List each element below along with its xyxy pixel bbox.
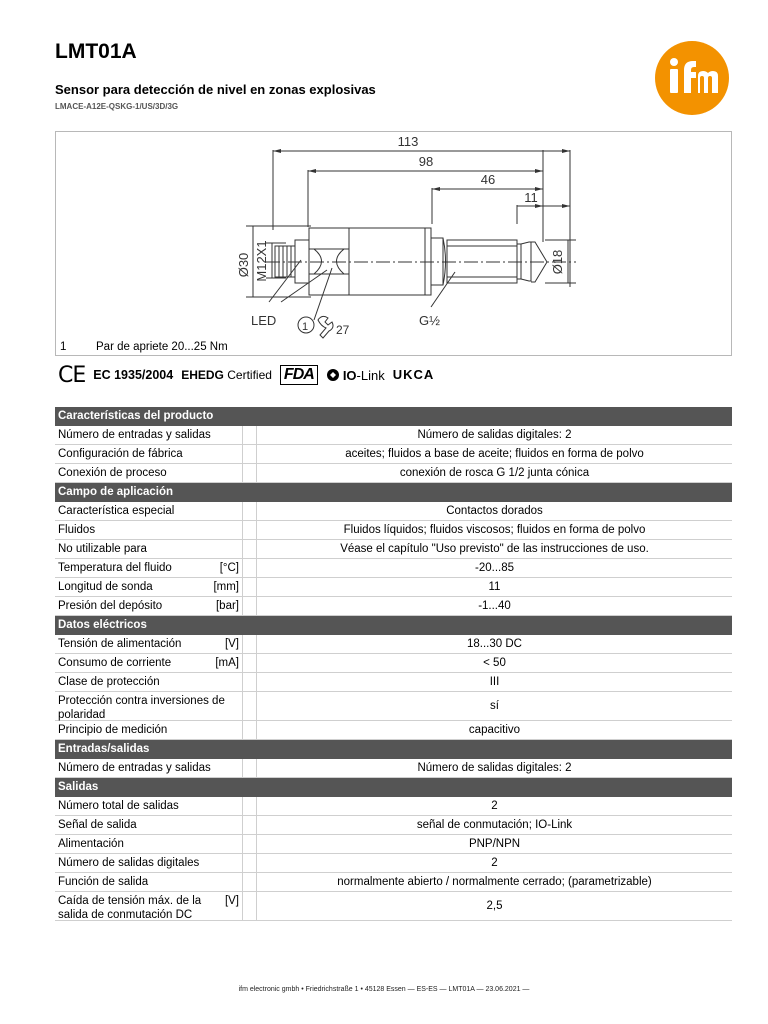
spec-label: Clase de protección (58, 676, 160, 688)
spec-unit (235, 875, 239, 889)
spec-unit: [V] (224, 638, 239, 650)
spec-value: 2 (256, 854, 732, 872)
label-callout: 1 (302, 321, 309, 333)
spec-unit (235, 447, 239, 461)
link-label: -Link (356, 367, 385, 383)
spec-label: Protección contra inversiones de polaridad (58, 695, 225, 721)
spec-spacer (243, 559, 256, 577)
dim-98: 98 (418, 154, 434, 169)
spec-spacer (243, 759, 256, 777)
dim-46: 46 (480, 172, 496, 187)
fda-mark: FDA (280, 365, 318, 385)
ehedg-certified: Certified (227, 368, 272, 382)
spec-label: Número de entradas y salidas (58, 762, 211, 774)
ifm-logo (654, 40, 730, 116)
spec-label: No utilizable para (58, 543, 147, 555)
spec-label: Presión del depósito (58, 600, 163, 612)
spec-unit: [bar] (215, 600, 239, 612)
spec-spacer (243, 597, 256, 615)
spec-row (55, 873, 732, 892)
spec-value: 2,5 (256, 892, 732, 920)
dim-m12: M12X1 (254, 240, 269, 282)
spec-row (55, 578, 732, 597)
spec-row (55, 597, 732, 616)
spec-row (55, 816, 732, 835)
spec-label-cell (55, 692, 243, 720)
spec-value: -1...40 (256, 597, 732, 615)
spec-row (55, 692, 732, 721)
dimension-drawing (55, 131, 732, 356)
spec-value: III (256, 673, 732, 691)
spec-value: < 50 (256, 654, 732, 672)
spec-row (55, 521, 732, 540)
spec-label-cell (55, 559, 243, 577)
spec-label: Número de salidas digitales (58, 857, 200, 869)
spec-label-cell (55, 540, 243, 558)
spec-label: Longitud de sonda (58, 581, 153, 593)
io-link-mark (326, 368, 385, 383)
spec-value: señal de conmutación; IO-Link (256, 816, 732, 834)
spec-spacer (243, 635, 256, 653)
spec-spacer (243, 540, 256, 558)
spec-label: Temperatura del fluido (58, 562, 172, 574)
spec-unit: [V] (224, 895, 239, 907)
io-link-icon (326, 368, 340, 382)
ukca-mark: UKCA (392, 367, 435, 382)
spec-unit (235, 723, 239, 737)
spec-unit: [°C] (219, 562, 239, 574)
spec-unit (235, 799, 239, 813)
spec-label-cell (55, 426, 243, 444)
spec-spacer (243, 692, 256, 720)
spec-row (55, 445, 732, 464)
spec-label: Caída de tensión máx. de la salida de conmutación DC (58, 895, 202, 921)
io-label: IO (342, 367, 357, 383)
dim-d30: Ø30 (236, 252, 251, 278)
spec-row (55, 540, 732, 559)
spec-label: Función de salida (58, 876, 149, 888)
spec-value: Véase el capítulo "Uso previsto" de las instrucciones de uso. (256, 540, 732, 558)
spec-unit (235, 856, 239, 870)
spec-unit (235, 837, 239, 851)
ec-1935-mark: EC 1935/2004 (93, 368, 174, 382)
spec-value: PNP/NPN (256, 835, 732, 853)
spec-label-cell (55, 816, 243, 834)
label-led: LED (251, 313, 277, 328)
spec-row (55, 721, 732, 740)
dim-113: 113 (397, 134, 419, 149)
spec-spacer (243, 892, 256, 920)
spec-unit: [mA] (215, 657, 239, 669)
spec-label-cell (55, 854, 243, 872)
spec-unit (235, 818, 239, 832)
product-title: LMT01A (55, 40, 137, 63)
spec-row (55, 654, 732, 673)
spec-value: Número de salidas digitales: 2 (256, 759, 732, 777)
spec-label-cell (55, 578, 243, 596)
spec-row (55, 635, 732, 654)
spec-unit (235, 466, 239, 480)
product-subtitle: Sensor para detección de nivel en zonas explosivas (55, 82, 376, 97)
ce-mark: CE (58, 362, 86, 388)
spec-row (55, 673, 732, 692)
spec-spacer (243, 654, 256, 672)
spec-spacer (243, 578, 256, 596)
spec-spacer (243, 797, 256, 815)
spec-label-cell (55, 873, 243, 891)
spec-unit (235, 694, 239, 718)
spec-spacer (243, 854, 256, 872)
page-footer (0, 986, 768, 993)
spec-row (55, 502, 732, 521)
spec-unit (235, 504, 239, 518)
spec-label-cell (55, 673, 243, 691)
section-header: Entradas/salidas (55, 740, 732, 759)
spec-value: -20...85 (256, 559, 732, 577)
spec-row (55, 464, 732, 483)
spec-label-cell (55, 835, 243, 853)
spec-label-cell (55, 597, 243, 615)
drawing-note (60, 341, 228, 353)
spec-label-cell (55, 521, 243, 539)
spec-value: capacitivo (256, 721, 732, 739)
spec-spacer (243, 464, 256, 482)
spec-row (55, 426, 732, 445)
spec-label-cell (55, 759, 243, 777)
spec-label: Alimentación (58, 838, 124, 850)
spec-row (55, 559, 732, 578)
spec-unit (235, 542, 239, 556)
note-text: Par de apriete 20...25 Nm (96, 341, 228, 353)
spec-unit (235, 675, 239, 689)
spec-spacer (243, 521, 256, 539)
footer-text: ifm electronic gmbh • Friedrichstraße 1 • 45128 Essen — ES-ES — LMT01A — 23.06.2021 — (238, 986, 530, 993)
spec-unit: [mm] (213, 581, 239, 593)
spec-label-cell (55, 635, 243, 653)
spec-unit (235, 523, 239, 537)
spec-spacer (243, 721, 256, 739)
spec-row (55, 835, 732, 854)
spec-label: Señal de salida (58, 819, 137, 831)
label-wrench-size: 27 (336, 323, 350, 337)
spec-label-cell (55, 445, 243, 463)
ehedg-label: EHEDG (181, 368, 224, 382)
spec-value: Número de salidas digitales: 2 (256, 426, 732, 444)
spec-label-cell (55, 721, 243, 739)
spec-label: Configuración de fábrica (58, 448, 183, 460)
ehedg-mark (181, 368, 272, 382)
spec-label: Conexión de proceso (58, 467, 167, 479)
section-header: Salidas (55, 778, 732, 797)
spec-label-cell (55, 797, 243, 815)
spec-spacer (243, 426, 256, 444)
dim-11: 11 (524, 190, 538, 205)
spec-spacer (243, 673, 256, 691)
spec-label: Número total de salidas (58, 800, 179, 812)
spec-value: Fluidos líquidos; fluidos viscosos; fluidos en forma de polvo (256, 521, 732, 539)
spec-label-cell (55, 654, 243, 672)
spec-value: 2 (256, 797, 732, 815)
wrench-icon (318, 316, 333, 338)
spec-spacer (243, 873, 256, 891)
spec-label: Fluidos (58, 524, 96, 536)
spec-value: 18...30 DC (256, 635, 732, 653)
spec-value: aceites; fluidos a base de aceite; fluidos en forma de polvo (256, 445, 732, 463)
spec-unit (235, 761, 239, 775)
spec-label: Característica especial (58, 505, 175, 517)
specification-table (55, 407, 732, 921)
section-header: Datos eléctricos (55, 616, 732, 635)
spec-row (55, 759, 732, 778)
spec-label: Principio de medición (58, 724, 168, 736)
spec-spacer (243, 835, 256, 853)
spec-value: normalmente abierto / normalmente cerrado; (parametrizable) (256, 873, 732, 891)
spec-label: Número de entradas y salidas (58, 429, 211, 441)
spec-spacer (243, 502, 256, 520)
spec-row (55, 854, 732, 873)
spec-spacer (243, 816, 256, 834)
spec-label-cell (55, 502, 243, 520)
note-number: 1 (60, 341, 67, 353)
spec-spacer (243, 445, 256, 463)
spec-label: Tensión de alimentación (58, 638, 182, 650)
spec-row (55, 892, 732, 921)
spec-value: 11 (256, 578, 732, 596)
section-header: Campo de aplicación (55, 483, 732, 502)
spec-value: sí (256, 692, 732, 720)
spec-label: Consumo de corriente (58, 657, 172, 669)
label-thread: G½ (419, 313, 440, 328)
spec-unit (235, 428, 239, 442)
spec-label-cell (55, 464, 243, 482)
spec-row (55, 797, 732, 816)
spec-value: conexión de rosca G 1/2 junta cónica (256, 464, 732, 482)
dim-d18: Ø18 (550, 249, 565, 275)
sensor-drawing (56, 132, 733, 357)
spec-label-cell (55, 892, 243, 920)
certification-logos (58, 360, 435, 390)
product-code: LMACE-A12E-QSKG-1/US/3D/3G (55, 102, 179, 111)
spec-value: Contactos dorados (256, 502, 732, 520)
section-header: Características del producto (55, 407, 732, 426)
